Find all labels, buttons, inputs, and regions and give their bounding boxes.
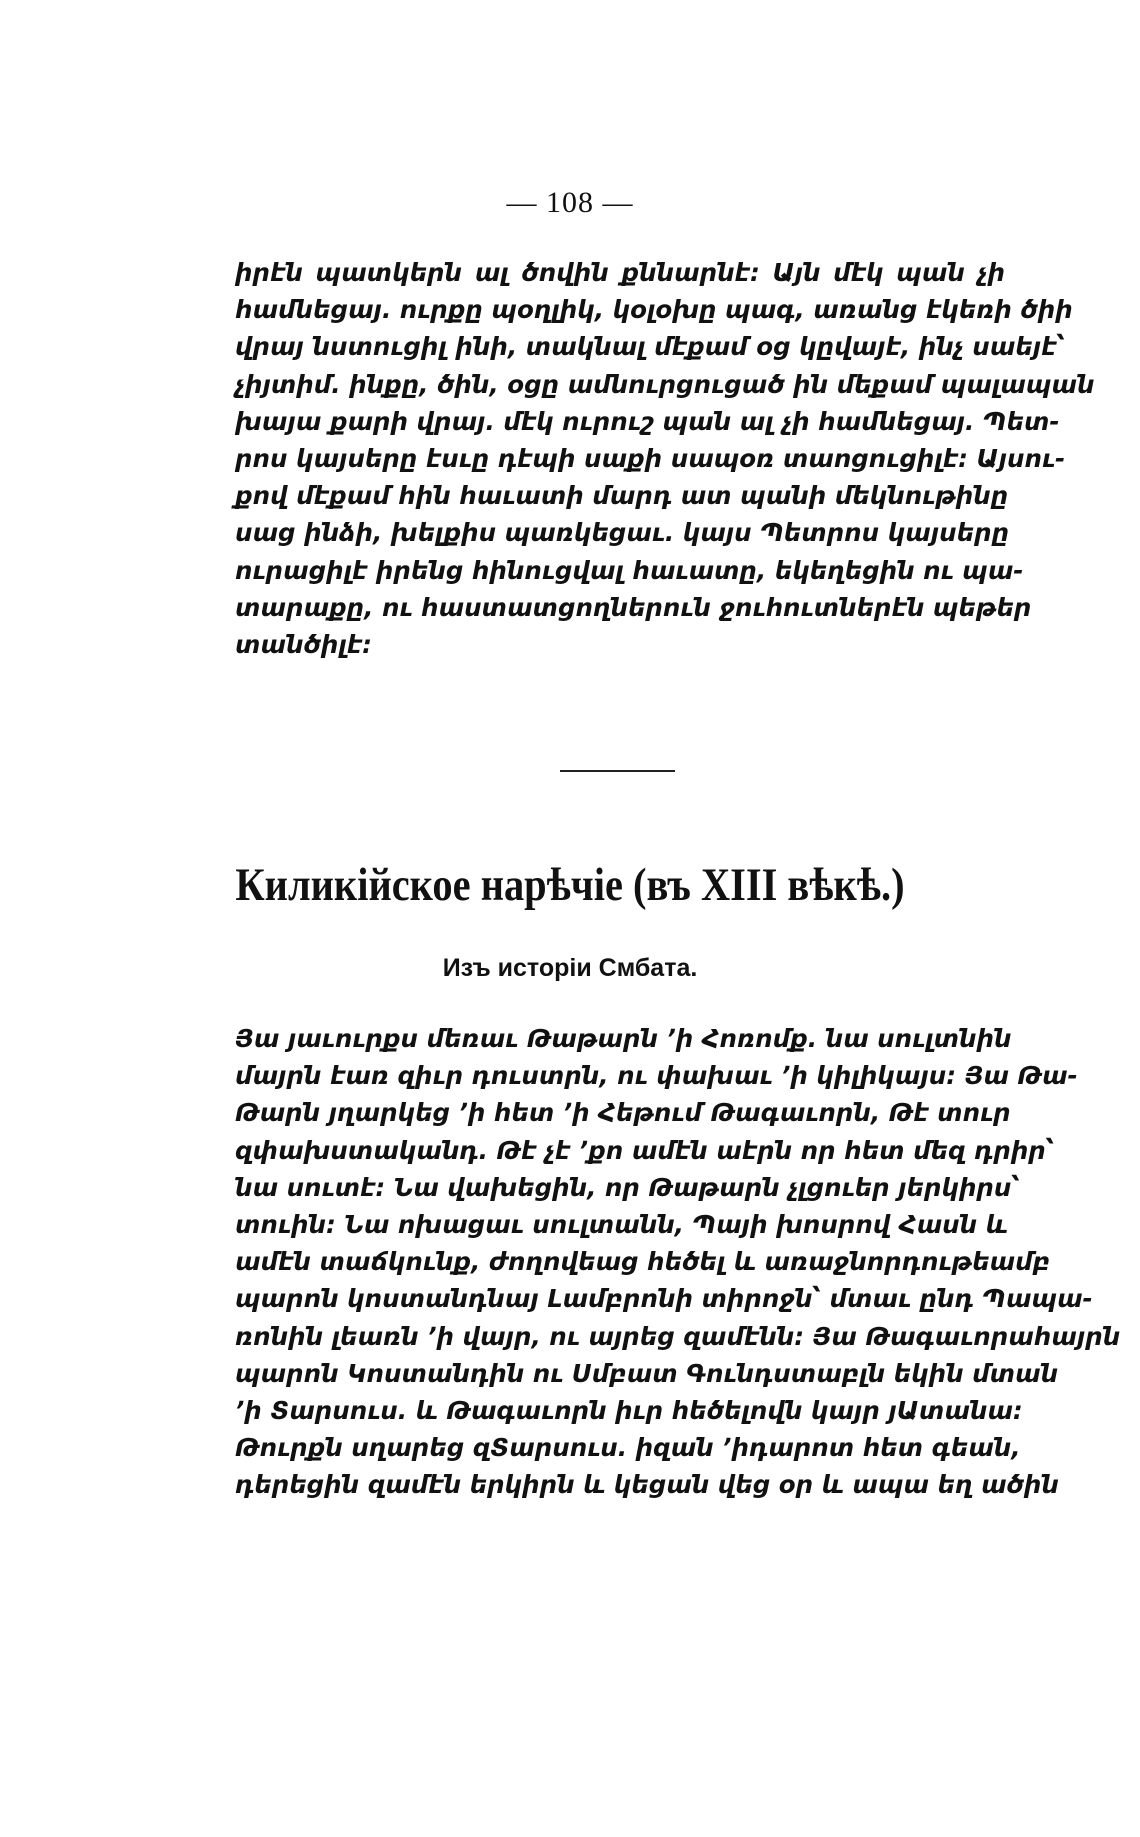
text-line: Թուրքն սղարեց զՏարսուս. իզան ՚իդարոտ հետ գեան, xyxy=(235,1433,1021,1463)
text-line: մայրն էառ զիւր դուստրն, ու փախաւ ՚ի կիլիկայս։ Յա Թա- xyxy=(235,1061,1078,1091)
text-line: համնեցայ. ուրքը պօղլիկ, կօլօխը պագ, առանց էկեռի ծիի xyxy=(235,295,1073,325)
text-line: զփախստականդ. Թէ չէ ՚քո ամէն աէրն որ հետ մեզ դրիր՝ xyxy=(235,1135,1055,1165)
page-number: — 108 — xyxy=(506,186,634,219)
text-line: ռոնին լեառն ՚ի վայր, ու այրեց զամէնն։ Յա Թագաւորահայրն xyxy=(235,1321,1121,1351)
text-line: րոս կայսերը էսւը դէպի սաքի սապօռ տաոցուցիլէ։ Այսու- xyxy=(235,444,1066,474)
section-title: Киликійское нарѣчіе (въ XIII вѣкѣ.) xyxy=(235,859,905,911)
text-line: տարաքը, ու հաստատցողներուն ջուհուտներէն պեթեր xyxy=(235,592,1032,622)
text-line: նա սուտէ։ Նա վախեցին, որ Թաթարն չլցուեր յերկիրս՝ xyxy=(235,1172,1020,1202)
armenian-paragraph-bottom xyxy=(235,1020,1121,1504)
text-line: պարոն Կոստանդին ու Սմբատ Գունդստաբլն եկին մտան xyxy=(235,1358,1059,1388)
text-line: դերեցին զամէն երկիրն և կեցան վեց օր և ապա եղ ածին xyxy=(235,1470,1059,1500)
text-line: քով մէքամ հին հաւատի մարդ ատ պանի մեկնութինը xyxy=(235,481,1009,511)
text-line: ամէն տաճկունք, ժողովեաց հեծել և առաջնորդութեամբ xyxy=(235,1247,1051,1277)
text-line: տուին։ Նա ոխացաւ սուլտանն, Պայի խոսրով Հասն և xyxy=(235,1210,1008,1240)
text-line: իրէն պատկերն ալ ծովին քննարնէ։ Այն մէկ պան չի xyxy=(235,258,1005,287)
text-line: Թարն յղարկեց ՚ի հետ ՚ի Հեթում Թագաւորն, Թէ տուր xyxy=(235,1098,1011,1128)
text-line: տանծիլէ։ xyxy=(235,630,372,660)
text-line: պարոն կոստանդնայ Լամբրոնի տիրոջն՝ մտաւ ընդ Պապա- xyxy=(235,1284,1093,1314)
text-line: ՚ի Տարսուս. և Թագաւորն իւր հեծելովն կայր յԱտանա։ xyxy=(235,1396,1023,1426)
section-subtitle: Изъ исторіи Смбата. xyxy=(442,954,698,982)
text-line: ուրացիլէ իրենց հինուցվալ հաւատը, եկեղեցին ու պա- xyxy=(235,555,1024,585)
section-separator-rule xyxy=(560,770,675,772)
text-line: խայա քարի վրայ. մէկ ուրուշ պան ալ չի համնեցայ. Պետ- xyxy=(235,406,1060,436)
text-line: Յա յաւուրքս մեռաւ Թաթարն ՚ի Հոռոմք. նա սուլտնին xyxy=(235,1024,1012,1053)
armenian-paragraph-top xyxy=(235,254,1095,663)
text-line: սաց ինձի, խելքիս պառկեցաւ. կայս Պետրոս կայսերը xyxy=(235,518,1010,548)
text-line: չիյտիմ. ինքը, ծին, օցը ամնուրցուցած ին մեքամ պալապան xyxy=(235,369,1095,399)
text-line: վրայ նստուցիլ ինի, տակնալ մէքամ օց կըվայէ, ինչ սաեյէ՝ xyxy=(235,332,1066,362)
